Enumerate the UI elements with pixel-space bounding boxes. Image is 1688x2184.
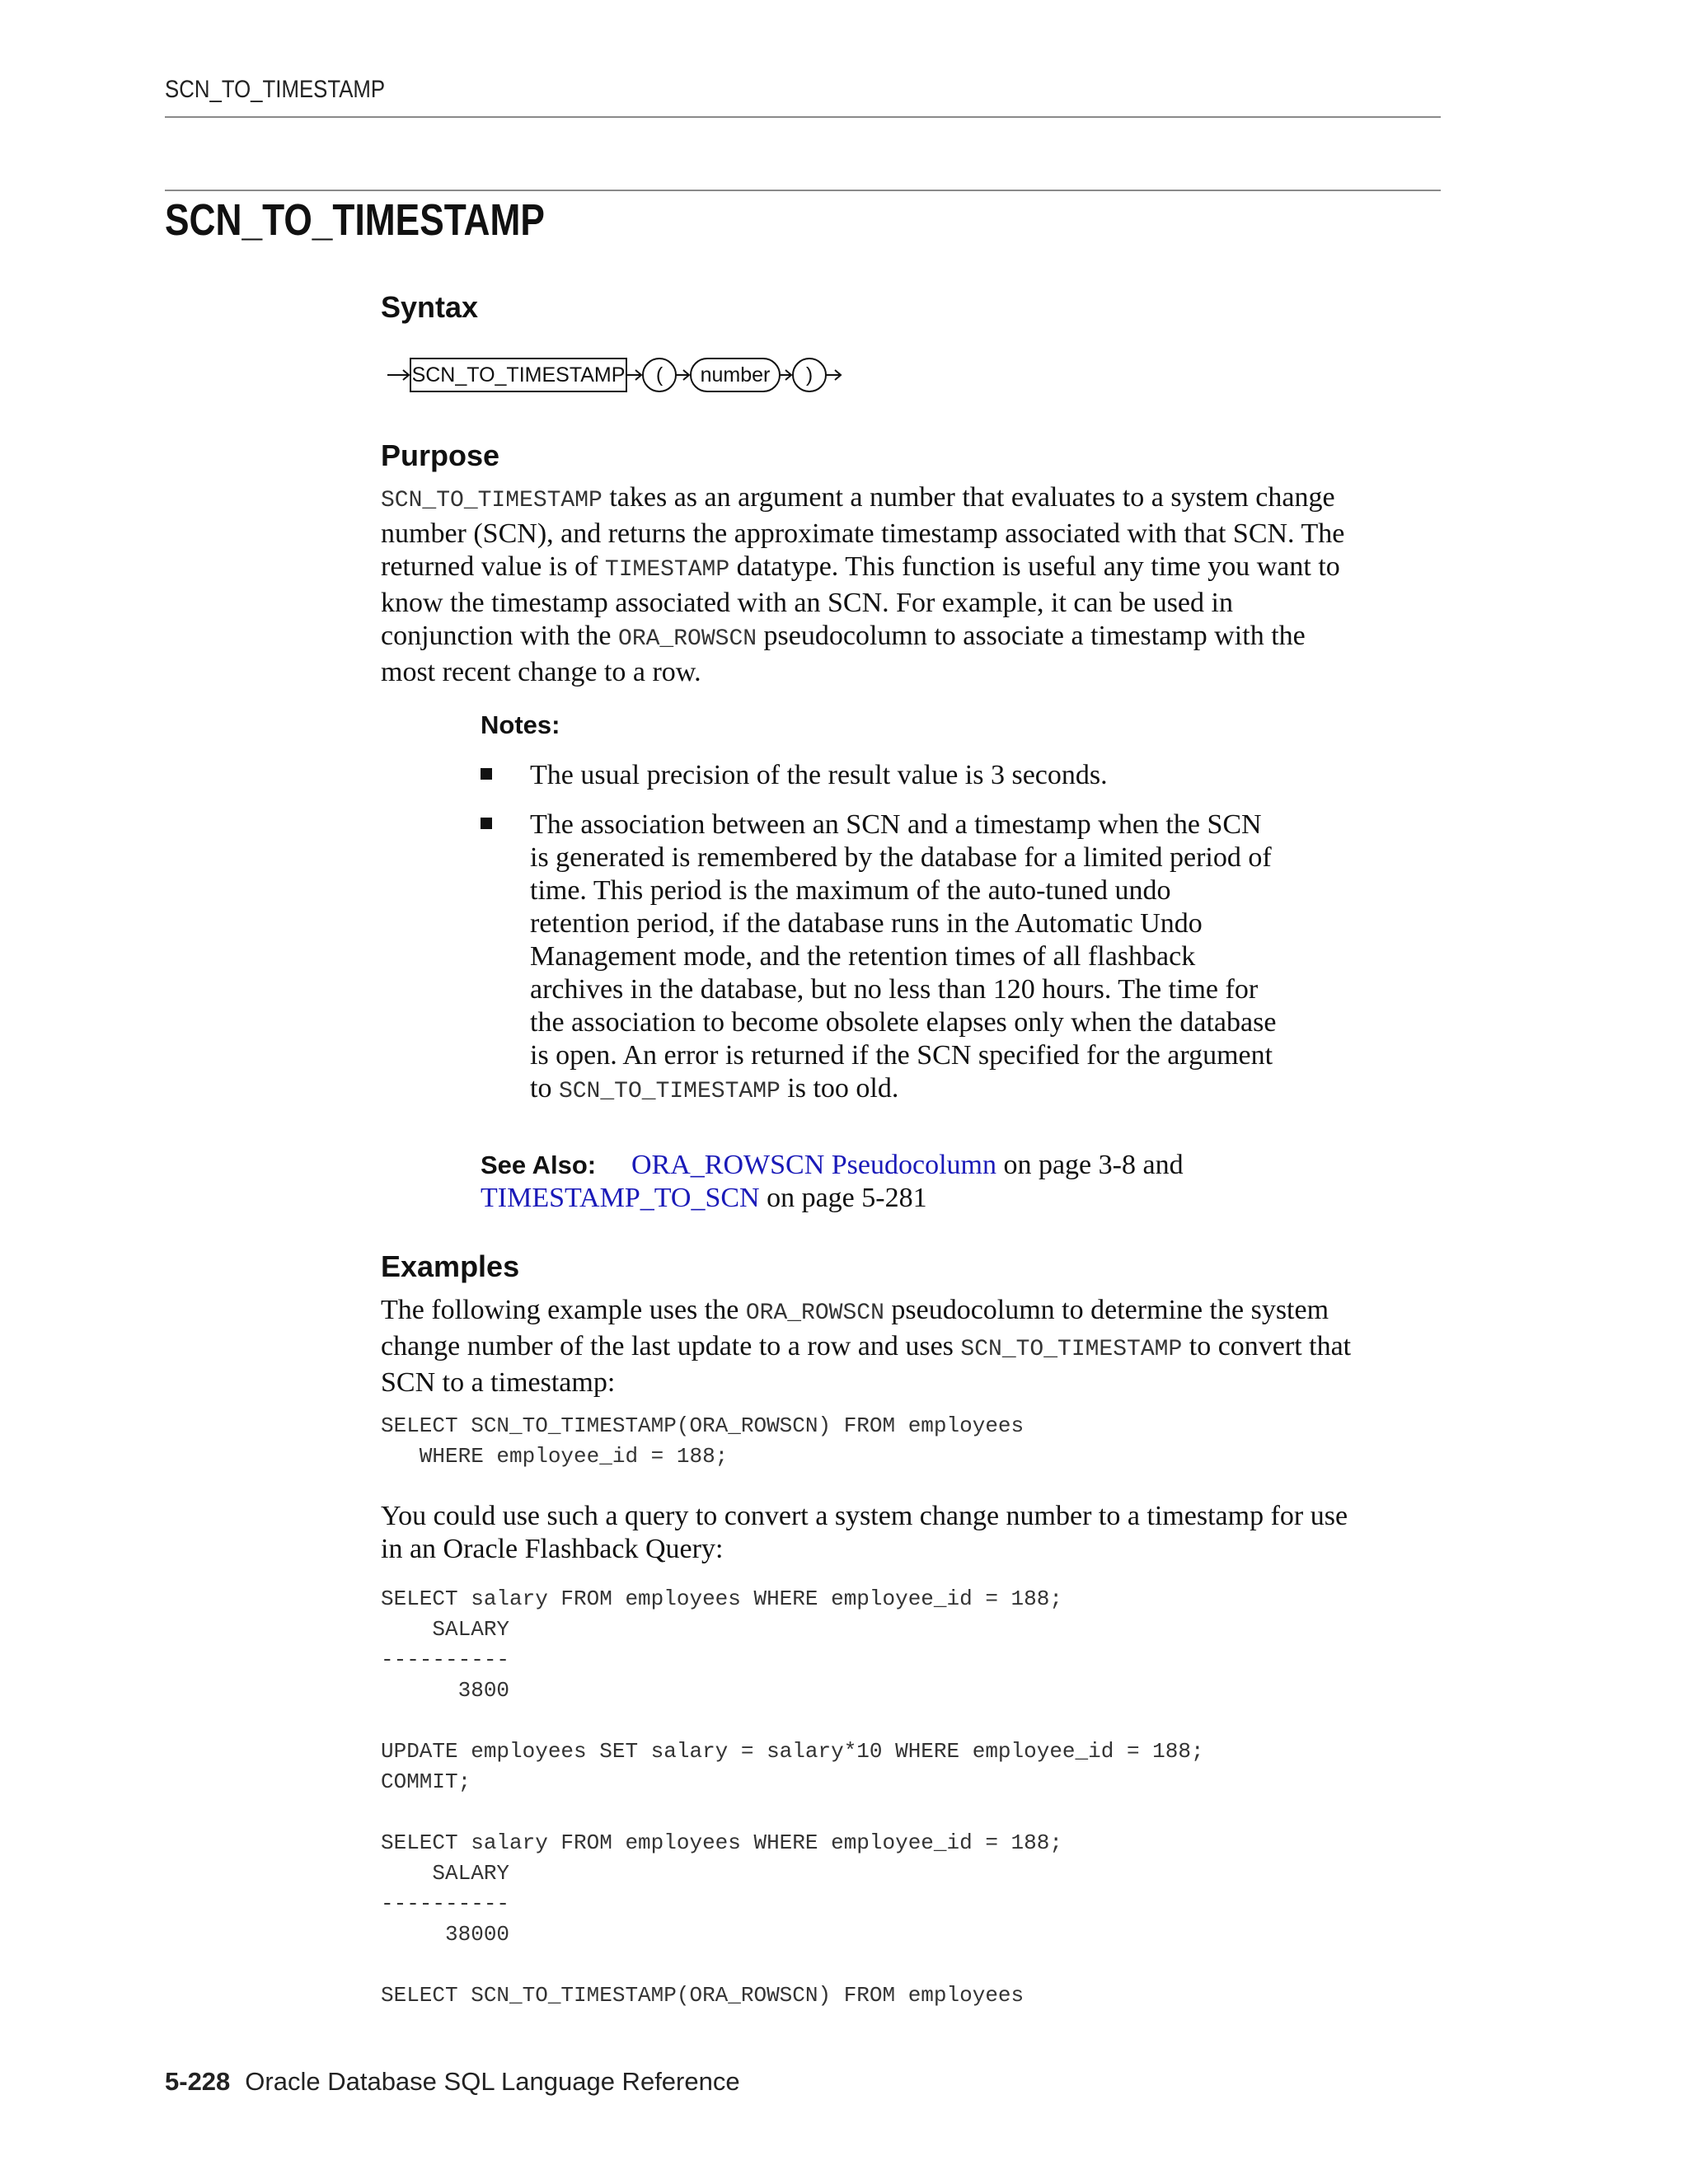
close-paren-label: )	[805, 363, 814, 387]
examples-line: You could use such a query to convert a system change number to a timestamp for use	[381, 1501, 1348, 1531]
note-line: retention period, if the database runs in the Automatic Undo	[530, 908, 1203, 939]
text-span: pseudocolumn to determine the system	[884, 1295, 1329, 1325]
note-line: is open. An error is returned if the SCN specified for the argument	[530, 1040, 1273, 1071]
square-bullet-icon	[481, 818, 492, 829]
note-line: Management mode, and the retention times of all flashback	[530, 941, 1196, 972]
argument-label: number	[700, 363, 771, 387]
inline-code: TIMESTAMP	[604, 557, 730, 583]
text-span: takes as an argument a number that evaluates to a system change	[602, 482, 1335, 513]
purpose-heading: Purpose	[381, 438, 500, 472]
examples-line: in an Oracle Flashback Query:	[381, 1534, 724, 1564]
text-span: conjunction with the	[381, 621, 619, 651]
inline-code: ORA_ROWSCN	[745, 1301, 884, 1326]
inline-code: SCN_TO_TIMESTAMP	[381, 488, 603, 513]
page-footer	[165, 2067, 740, 2097]
see-also-line	[481, 1182, 1184, 1215]
text-span: to convert that	[1182, 1331, 1352, 1361]
note-line: The association between an SCN and a timestamp when the SCN	[530, 809, 1262, 840]
square-bullet-icon	[481, 768, 492, 780]
page-title: SCN_TO_TIMESTAMP	[165, 195, 545, 245]
text-span: SCN to a timestamp:	[381, 1367, 616, 1398]
examples-line	[381, 1294, 1452, 1330]
link-ora-rowscn[interactable]: ORA_ROWSCN Pseudocolumn	[631, 1150, 996, 1180]
page-number: 5-228	[165, 2067, 231, 2096]
arrow-exit	[826, 370, 841, 380]
purpose-line	[381, 518, 1452, 551]
syntax-heading: Syntax	[381, 290, 479, 324]
text-span: datatype. This function is useful any time you want to	[729, 551, 1340, 582]
keyword-label: SCN_TO_TIMESTAMP	[411, 363, 626, 387]
link-timestamp-to-scn[interactable]: TIMESTAMP_TO_SCN	[481, 1183, 760, 1213]
note-item-2	[530, 808, 1276, 1108]
note-line	[530, 1072, 1276, 1108]
arrow-3	[780, 370, 791, 380]
notes-heading: Notes:	[481, 710, 560, 739]
examples-paragraph-1	[381, 1294, 1452, 1399]
note-item-1: The usual precision of the result value is 3 seconds.	[530, 760, 1108, 790]
book-title: Oracle Database SQL Language Reference	[245, 2067, 740, 2096]
header-rule	[165, 116, 1441, 118]
examples-paragraph-2	[381, 1500, 1452, 1566]
arrow-entry	[387, 370, 409, 380]
note-line: archives in the database, but no less than 120 hours. The time for	[530, 974, 1259, 1005]
text-span: The following example uses the	[381, 1295, 746, 1325]
text-span: know the timestamp associated with an SCN. For example, it can be used in	[381, 588, 1233, 618]
see-also-block	[481, 1149, 1184, 1215]
examples-line	[381, 1366, 1452, 1399]
purpose-line	[381, 620, 1452, 656]
text-span: most recent change to a row.	[381, 657, 701, 687]
arrow-2	[676, 370, 689, 380]
purpose-line	[381, 656, 1452, 689]
purpose-line	[381, 587, 1452, 620]
note-line: is generated is remembered by the database for a limited period of	[530, 842, 1272, 873]
inline-code: SCN_TO_TIMESTAMP	[558, 1079, 781, 1104]
examples-line	[381, 1330, 1452, 1366]
examples-heading: Examples	[381, 1249, 520, 1283]
text-span: on page 3-8 and	[996, 1150, 1184, 1180]
text-span: on page 5-281	[759, 1183, 927, 1213]
inline-code: ORA_ROWSCN	[618, 626, 757, 652]
purpose-line	[381, 481, 1452, 518]
text-span: to	[530, 1073, 559, 1104]
title-rule	[165, 190, 1441, 191]
text-span: returned value is of	[381, 551, 605, 582]
note-line: time. This period is the maximum of the auto-tuned undo	[530, 875, 1171, 906]
keyword-box	[410, 359, 626, 391]
close-paren-terminal	[793, 359, 826, 391]
purpose-line	[381, 551, 1452, 587]
arrow-1	[626, 370, 641, 380]
running-header: SCN_TO_TIMESTAMP	[165, 76, 386, 103]
code-block-2: SELECT salary FROM employees WHERE employee_id = 188; SALARY ---------- 3800 UPDATE employees SET salary = salary*10 WHERE employee_id = 188; COMMIT; SELECT salary FROM employees WHERE employee_id = 188; SALARY ---------- 38000 SELECT SCN_TO_TIMESTAMP(ORA_ROWSCN) FROM employees	[381, 1586, 1204, 2008]
inline-code: SCN_TO_TIMESTAMP	[960, 1337, 1183, 1362]
code-block-1: SELECT SCN_TO_TIMESTAMP(ORA_ROWSCN) FROM employees WHERE employee_id = 188;	[381, 1413, 1025, 1469]
note-line: the association to become obsolete elapses only when the database	[530, 1007, 1277, 1038]
syntax-diagram	[381, 350, 851, 401]
text-span: pseudocolumn to associate a timestamp with the	[757, 621, 1306, 651]
text-span: number (SCN), and returns the approximate timestamp associated with that SCN. The	[381, 518, 1345, 549]
argument-nonterminal	[691, 359, 780, 391]
open-paren-label: (	[655, 363, 663, 387]
text-span: is too old.	[780, 1073, 899, 1104]
open-paren-terminal	[643, 359, 676, 391]
see-also-label: See Also:	[481, 1151, 597, 1179]
see-also-line	[481, 1149, 1184, 1182]
purpose-paragraph	[381, 481, 1452, 689]
text-span: change number of the last update to a row and uses	[381, 1331, 961, 1361]
